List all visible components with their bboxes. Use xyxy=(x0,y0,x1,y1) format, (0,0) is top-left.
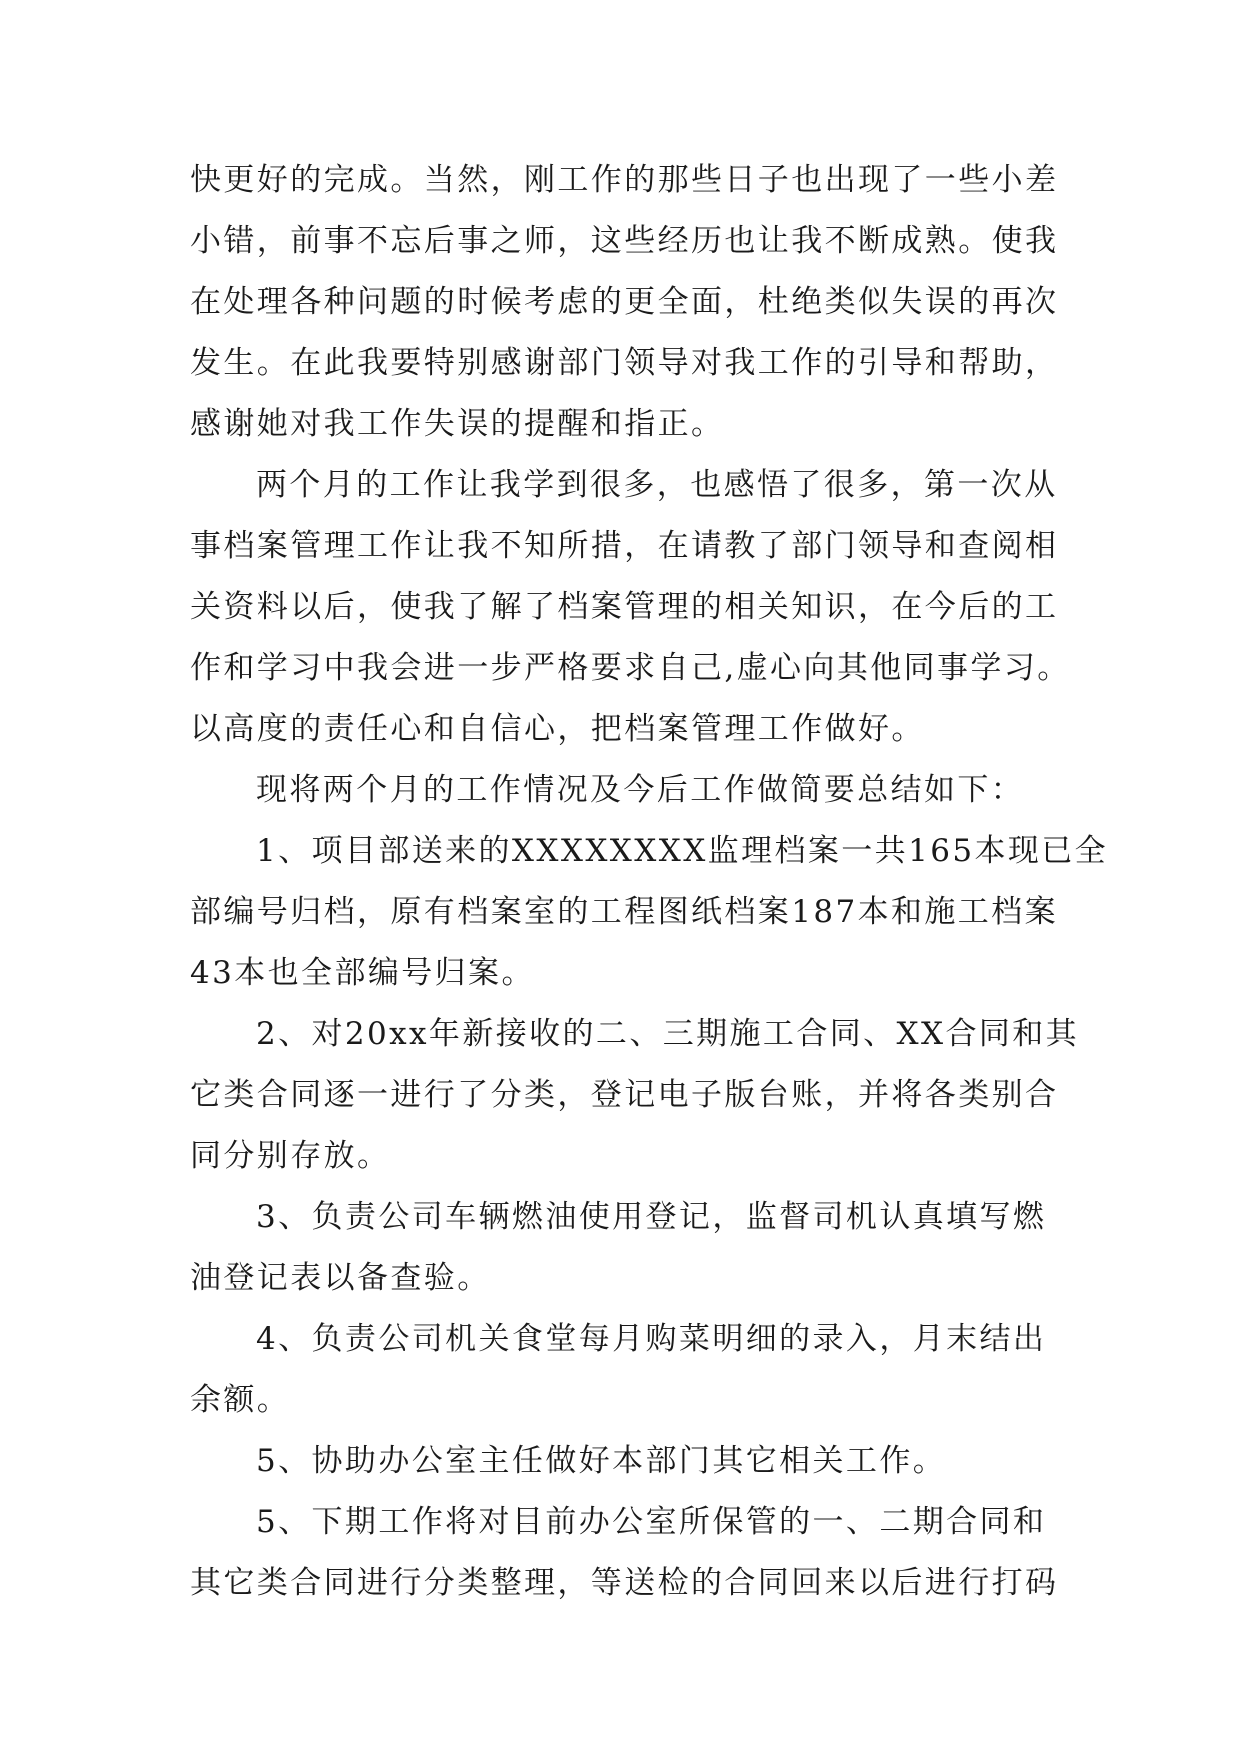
text-line: 它类合同逐一进行了分类，登记电子版台账，并将各类别合 xyxy=(190,1077,1059,1113)
paragraph-8 xyxy=(190,1431,1060,1492)
text-line: 两个月的工作让我学到很多，也感悟了很多，第一次从 xyxy=(256,467,1058,503)
text-line: 在处理各种问题的时候考虑的更全面，杜绝类似失误的再次 xyxy=(190,284,1059,320)
document-body xyxy=(190,150,1109,1614)
text-line: 同分别存放。 xyxy=(190,1138,391,1174)
text-line: 油登记表以备查验。 xyxy=(190,1260,491,1296)
paragraph-5 xyxy=(190,1004,1080,1187)
text-line: 1、项目部送来的XXXXXXXX监理档案一共165本现已全 xyxy=(256,833,1109,869)
text-line: 作和学习中我会进一步严格要求自己,虚心向其他同事学习。 xyxy=(190,650,1071,686)
paragraph-3 xyxy=(190,760,1060,821)
text-line: 快更好的完成。当然，刚工作的那些日子也出现了一些小差 xyxy=(190,162,1059,198)
text-line: 其它类合同进行分类整理，等送检的合同回来以后进行打码 xyxy=(190,1565,1059,1601)
text-line: 以高度的责任心和自信心，把档案管理工作做好。 xyxy=(190,711,925,747)
text-line: 余额。 xyxy=(190,1382,291,1418)
text-line: 3、负责公司车辆燃油使用登记，监督司机认真填写燃 xyxy=(256,1199,1047,1235)
text-line: 感谢她对我工作失误的提醒和指正。 xyxy=(190,406,725,442)
text-line: 5、下期工作将对目前办公室所保管的一、二期合同和 xyxy=(256,1504,1047,1540)
text-line: 发生。在此我要特别感谢部门领导对我工作的引导和帮助， xyxy=(190,345,1059,381)
text-line: 现将两个月的工作情况及今后工作做简要总结如下： xyxy=(256,772,1025,808)
paragraph-4 xyxy=(190,821,1109,1004)
paragraph-1 xyxy=(190,150,1060,455)
paragraph-7 xyxy=(190,1309,1060,1431)
text-line: 事档案管理工作让我不知所措，在请教了部门领导和查阅相 xyxy=(190,528,1059,564)
text-line: 4、负责公司机关食堂每月购菜明细的录入，月末结出 xyxy=(256,1321,1047,1357)
text-line: 关资料以后，使我了解了档案管理的相关知识，在今后的工 xyxy=(190,589,1059,625)
text-line: 部编号归档，原有档案室的工程图纸档案187本和施工档案 xyxy=(190,894,1058,930)
text-line: 43本也全部编号归案。 xyxy=(190,955,535,991)
paragraph-6 xyxy=(190,1187,1060,1309)
text-line: 2、对20xx年新接收的二、三期施工合同、XX合同和其 xyxy=(256,1016,1080,1052)
paragraph-2 xyxy=(190,455,1071,760)
paragraph-9 xyxy=(190,1492,1060,1614)
text-line: 5、协助办公室主任做好本部门其它相关工作。 xyxy=(256,1443,947,1479)
text-line: 小错，前事不忘后事之师，这些经历也让我不断成熟。使我 xyxy=(190,223,1059,259)
